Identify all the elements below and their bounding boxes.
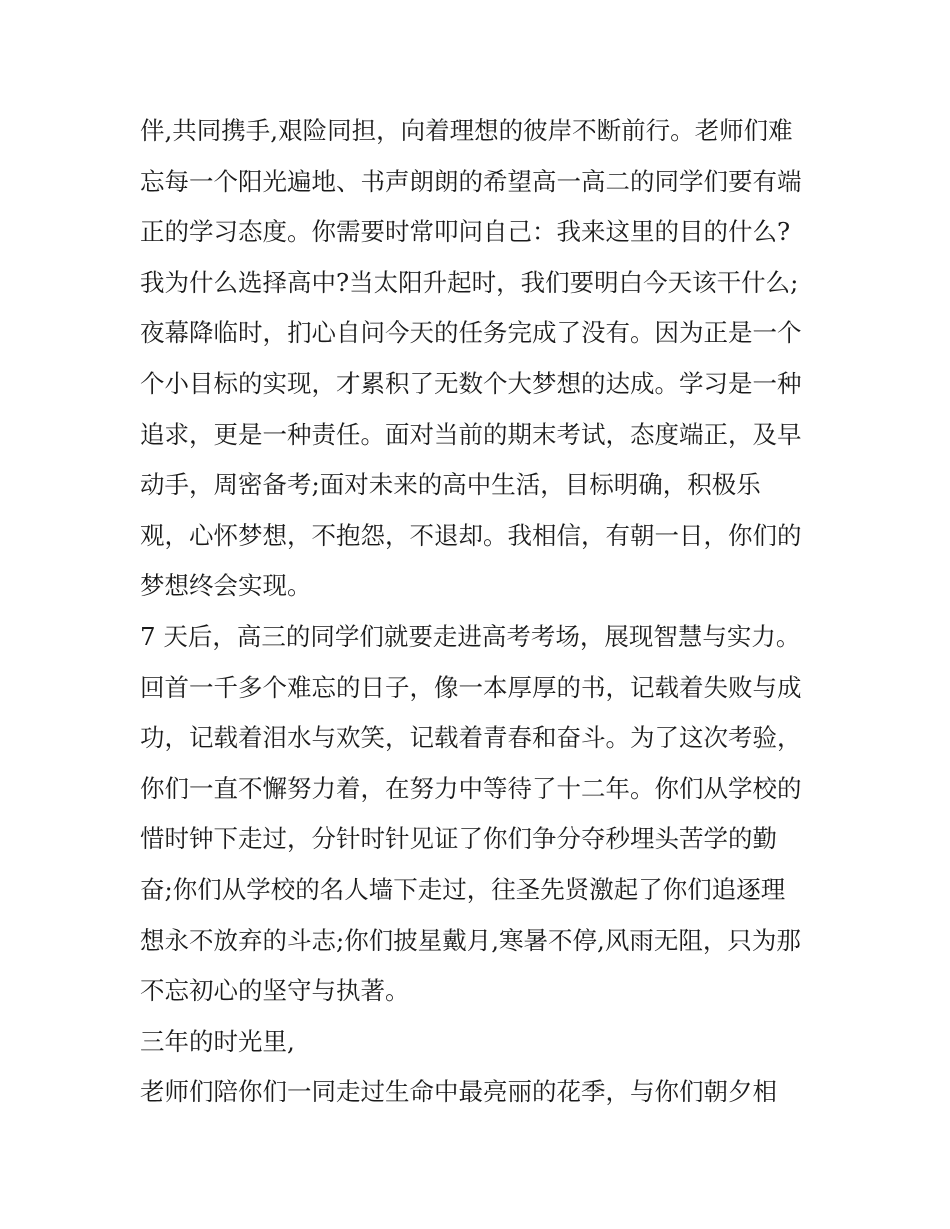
text-line: 不忘初心的坚守与执著。: [140, 976, 410, 1006]
text-line: 忘每一个阳光遍地、书声朗朗的希望高一高二的同学们要有端: [140, 166, 802, 196]
text-line: 惜时钟下走过，分针时针见证了你们争分夺秒埋头苦学的勤: [140, 824, 777, 854]
text-line: 奋;你们从学校的名人墙下走过，往圣先贤激起了你们追逐理: [140, 874, 786, 904]
text-line: 观，心怀梦想，不抱怨，不退却。我相信，有朝一日，你们的: [140, 520, 802, 550]
text-line: 想永不放弃的斗志;你们披星戴月,寒暑不停,风雨无阻，只为那: [140, 925, 801, 955]
text-line: 我为什么选择高中?当太阳升起时，我们要明白今天该干什么;: [140, 267, 799, 297]
text-line: 伴,共同携手,艰险同担，向着理想的彼岸不断前行。老师们难: [140, 116, 793, 145]
text-line: 梦想终会实现。: [140, 571, 312, 601]
text-line: 7 天后，高三的同学们就要走进高考考场，展现智慧与实力。: [140, 621, 801, 651]
text-line: 追求，更是一种责任。面对当前的期末考试，态度端正，及早: [140, 419, 802, 449]
text-line: 三年的时光里,: [140, 1026, 295, 1056]
text-line: 个小目标的实现，才累积了无数个大梦想的达成。学习是一种: [140, 368, 802, 398]
text-line: 老师们陪你们一同走过生命中最亮丽的花季，与你们朝夕相: [140, 1077, 777, 1107]
text-line: 正的学习态度。你需要时常叩问自己：我来这里的目的什么?: [140, 217, 791, 247]
text-line: 动手，周密备考;面对未来的高中生活，目标明确，积极乐: [140, 470, 761, 500]
body-text: [140, 106, 830, 1118]
text-line: 你们一直不懈努力着，在努力中等待了十二年。你们从学校的: [140, 773, 802, 803]
text-line: 回首一千多个难忘的日子，像一本厚厚的书，记载着失败与成: [140, 672, 802, 702]
text-line: 夜幕降临时，扪心自问今天的任务完成了没有。因为正是一个: [140, 318, 802, 348]
text-line: 功，记载着泪水与欢笑，记载着青春和奋斗。为了这次考验，: [140, 723, 802, 753]
